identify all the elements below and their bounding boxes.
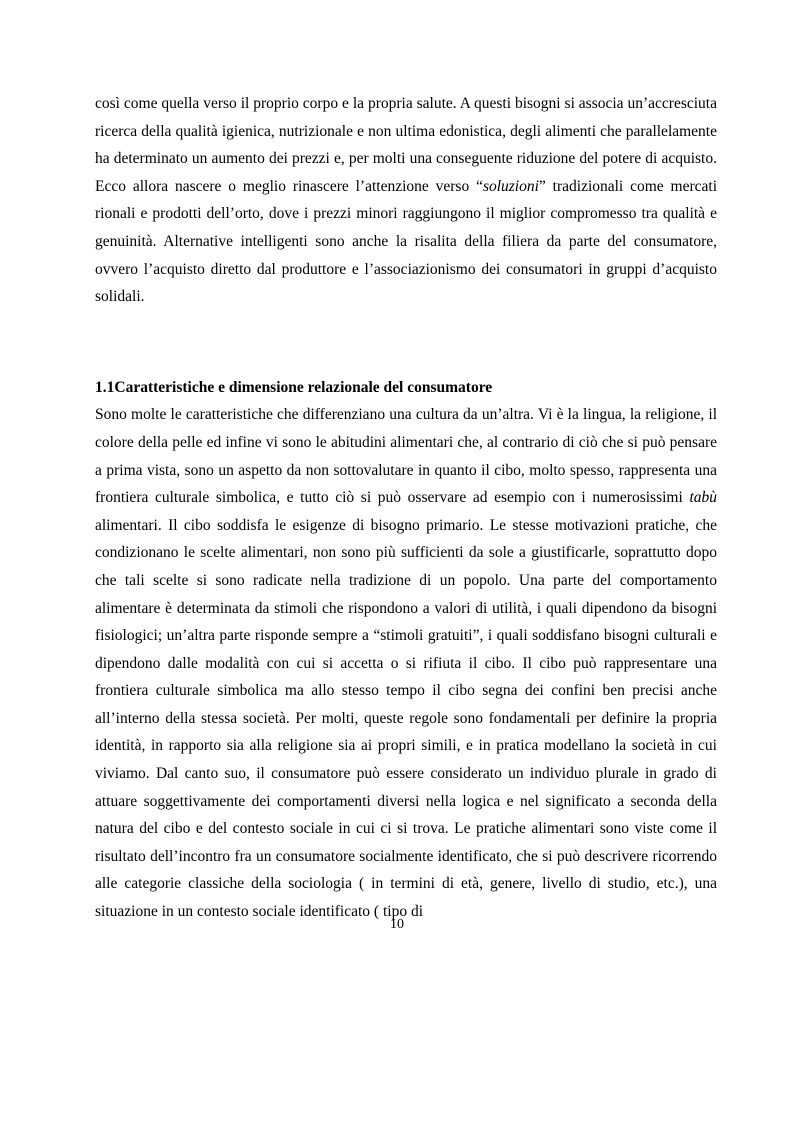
body-paragraph-section <box>95 401 717 925</box>
document-page <box>95 90 717 926</box>
section-heading: 1.1Caratteristiche e dimensione relazionale del consumatore <box>95 378 493 396</box>
text-run: alimentari. Il cibo soddisfa le esigenze di bisogno primario. Le stesse motivazioni pratiche, che condizionano le scelte alimentari, non sono più sufficienti da sole a giustificarle, soprattutto dopo che tali scelte si sono radicate nella tradizione di un popolo. Una parte del comportamento alimentare è determinata da stimoli che rispondono a valori di utilità, i quali dipendono da bisogni fisiologici; un’altra parte risponde sempre a “stimoli gratuiti”, i quali soddisfano bisogni culturali e dipendono dalle modalità con cui si accetta o si rifiuta il cibo. Il cibo può rappresentare una frontiera culturale simbolica ma allo stesso tempo il cibo segna dei confini ben precisi anche all’interno della stessa società. Per molti, queste regole sono fondamentali per definire la propria identità, in rapporto sia alla religione sia ai propri simili, e in pratica modellano la società in cui viviamo. Dal canto suo, il consumatore può essere considerato un individuo plurale in grado di attuare soggettivamente dei comportamenti diversi nella logica e nel significato a seconda della natura del cibo e del contesto sociale in cui ci si trova. Le pratiche alimentari sono viste come il risultato dell’incontro fra un consumatore socialmente identificato, che si può descrivere ricorrendo alle categorie classiche della sociologia ( in termini di età, genere, livello di studio, etc.), una situazione in un contesto sociale identificato ( tipo di <box>95 516 717 921</box>
text-run: così come quella verso il proprio corpo e la propria salute. A questi bisogni si associa un’accresciuta ricerca della qualità igienica, nutrizionale e non ultima edonistica, degli alimenti che parallelamente ha determinato un aumento dei prezzi e, per molti una conseguente riduzione del potere di acquisto. Ecco allora nascere o meglio rinascere l’attenzione verso “ <box>95 95 717 195</box>
italic-term: soluzioni <box>482 177 539 195</box>
text-run: Sono molte le caratteristiche che differenziano una cultura da un’altra. Vi è la lingua, la religione, il colore della pelle ed infine vi sono le abitudini alimentari che, al contrario di ciò che si può pensare a prima vista, sono un aspetto da non sottovalutare in quanto il cibo, molto spesso, rappresenta una frontiera culturale simbolica, e tutto ciò si può osservare ad esempio con i numerosissimi <box>95 406 717 507</box>
body-paragraph-intro <box>95 90 717 311</box>
italic-term: tabù <box>689 489 717 507</box>
page-number: 10 <box>390 917 404 932</box>
text-run: ” tradizionali come mercati rionali e prodotti dell’orto, dove i prezzi minori raggiungono il miglior compromesso tra qualità e genuinità. Alternative intelligenti sono anche la risalita della filiera da parte del consumatore, ovvero l’acquisto diretto dal produttore e l’associazionismo dei consumatori in gruppi d’acquisto solidali. <box>95 177 717 306</box>
